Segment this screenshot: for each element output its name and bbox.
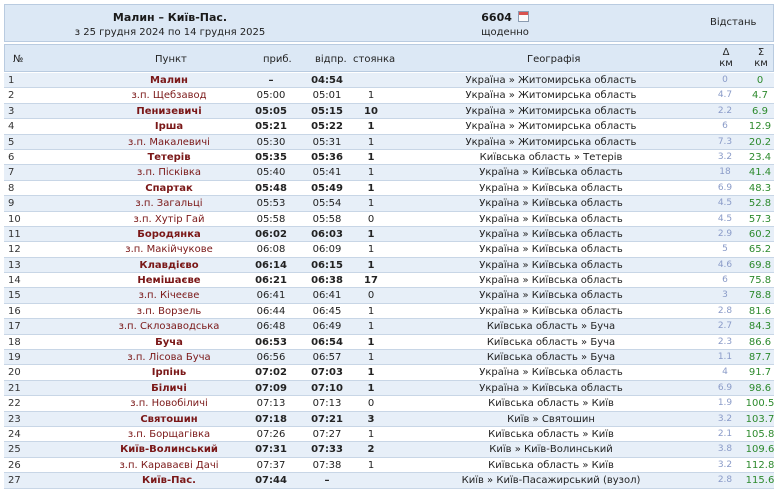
table-row [4, 288, 774, 303]
stop-name-link[interactable]: з.п. Новобіличі [130, 398, 208, 410]
departure-time: 06:38 [311, 275, 343, 287]
table-row [4, 396, 774, 411]
stay-minutes: 10 [364, 105, 378, 117]
total-distance: 105.8 [745, 428, 775, 440]
segment-distance: 3.2 [717, 151, 733, 162]
col-sigma-unit: км [754, 58, 768, 69]
stay-minutes: 1 [367, 459, 375, 471]
table-row [4, 227, 774, 242]
arrival-time: 05:21 [255, 121, 287, 133]
stay-minutes: 1 [367, 198, 375, 210]
geography: Україна » Київська область [479, 367, 623, 379]
table-row [4, 258, 774, 273]
total-distance: 60.2 [748, 228, 772, 240]
arrival-time: 07:18 [255, 413, 287, 425]
total-distance: 0 [756, 75, 764, 86]
route-info [5, 5, 335, 38]
arrival-time: 05:05 [255, 105, 287, 117]
stop-name-link[interactable]: Немішаєве [137, 275, 201, 287]
departure-time: 06:45 [312, 305, 342, 317]
departure-time: 07:33 [311, 444, 343, 456]
stop-name-link[interactable]: з.п. Кічеєве [138, 290, 200, 302]
table-row [4, 135, 774, 150]
stay-minutes: 1 [367, 352, 375, 364]
row-number: 11 [8, 228, 21, 240]
total-distance: 69.8 [748, 259, 772, 271]
segment-distance: 4.5 [717, 213, 733, 224]
row-number: 10 [8, 213, 21, 225]
stop-name-link[interactable]: з.п. Загальці [135, 198, 203, 210]
stay-minutes: 1 [367, 228, 375, 240]
col-delta [715, 47, 737, 69]
row-number: 17 [8, 321, 21, 333]
segment-distance: 2.9 [717, 228, 733, 239]
geography: Україна » Житомирська область [465, 136, 637, 148]
geography: Україна » Київська область [479, 382, 623, 394]
departure-time: 06:54 [311, 336, 343, 348]
arrival-time: 06:53 [255, 336, 287, 348]
arrival-time: 05:00 [256, 90, 286, 102]
departure-time: 05:54 [312, 198, 342, 210]
segment-distance: 3.2 [717, 413, 733, 424]
departure-time: 05:31 [312, 136, 342, 148]
stop-name-link[interactable]: Буча [155, 336, 183, 348]
arrival-time: 06:21 [255, 275, 287, 287]
total-distance: 100.5 [745, 398, 775, 410]
geography: Україна » Київська область [479, 259, 623, 271]
table-row [4, 196, 774, 211]
row-number: 2 [8, 90, 15, 102]
row-number: 21 [8, 382, 21, 394]
segment-distance: 4.6 [717, 259, 733, 270]
stay-minutes: 1 [367, 321, 375, 333]
departure-time: 05:36 [311, 151, 343, 163]
geography: Україна » Житомирська область [465, 105, 637, 117]
segment-distance: 18 [719, 167, 731, 178]
segment-distance: 4.7 [717, 90, 733, 101]
geography: Україна » Київська область [479, 167, 623, 179]
departure-time: 05:41 [312, 167, 342, 179]
departure-time: 06:03 [311, 228, 343, 240]
col-num: № [13, 54, 24, 65]
stop-name-link[interactable]: Малин [150, 75, 188, 86]
departure-time: 07:10 [311, 382, 343, 394]
geography: Київ » Київ-Волинський [489, 444, 613, 456]
arrival-time: – [268, 75, 274, 86]
stop-name-link[interactable]: Біличі [151, 382, 187, 394]
segment-distance: 6 [722, 275, 728, 286]
total-distance: 98.6 [748, 382, 772, 394]
geography: Київська область » Київ [488, 428, 614, 440]
departure-time: 07:13 [312, 398, 342, 410]
row-number: 23 [8, 413, 21, 425]
departure-time: 07:38 [312, 459, 342, 471]
geography: Україна » Київська область [479, 290, 623, 302]
segment-distance: 2.1 [717, 428, 733, 439]
row-number: 4 [8, 121, 15, 133]
segment-distance: 3.8 [717, 444, 733, 455]
table-row [4, 119, 774, 134]
segment-distance: 6.9 [717, 382, 733, 393]
geography: Київська область » Тетерів [479, 151, 623, 163]
departure-time: 06:41 [312, 290, 342, 302]
train-number[interactable]: 6604 [481, 11, 512, 24]
total-distance: 23.4 [748, 151, 772, 163]
total-distance: 109.6 [745, 444, 775, 456]
stop-name-link[interactable]: Тетерів [147, 151, 191, 163]
departure-time: 05:49 [311, 182, 343, 194]
total-distance: 20.2 [748, 136, 772, 148]
table-row [4, 365, 774, 380]
segment-distance: 4.5 [717, 198, 733, 209]
col-stay: стоянка [353, 54, 396, 65]
stay-minutes: 1 [367, 259, 375, 271]
distance-label: Відстань [710, 17, 757, 28]
arrival-time: 05:40 [256, 167, 286, 179]
total-distance: 75.8 [748, 275, 772, 287]
row-number: 16 [8, 305, 21, 317]
row-number: 6 [8, 151, 15, 163]
stay-minutes: 2 [367, 444, 375, 456]
geography: Україна » Київська область [479, 198, 623, 210]
row-number: 14 [8, 275, 21, 287]
departure-time: 05:22 [311, 121, 343, 133]
geography: Україна » Київська область [479, 213, 623, 225]
table-row [4, 458, 774, 473]
table-row [4, 335, 774, 350]
arrival-time: 07:44 [255, 475, 287, 487]
stop-name-link[interactable]: Бородянка [137, 228, 201, 240]
table-row [4, 319, 774, 334]
arrival-time: 07:37 [256, 459, 286, 471]
stop-name-link[interactable]: Пенизевичі [136, 105, 202, 117]
departure-time: 07:27 [312, 428, 342, 440]
arrival-time: 07:02 [255, 367, 287, 379]
row-number: 8 [8, 182, 15, 194]
row-number: 26 [8, 459, 21, 471]
row-number: 19 [8, 352, 21, 364]
table-row [4, 412, 774, 427]
column-headers [4, 44, 774, 72]
stay-minutes: 17 [364, 275, 378, 287]
table-row [4, 473, 774, 488]
stay-minutes: 1 [367, 305, 375, 317]
segment-distance: 7.3 [717, 136, 733, 147]
row-number: 13 [8, 259, 21, 271]
segment-distance: 2.3 [717, 336, 733, 347]
geography: Україна » Київська область [479, 275, 623, 287]
row-number: 15 [8, 290, 21, 302]
table-row [4, 273, 774, 288]
calendar-icon[interactable] [518, 11, 529, 22]
stay-minutes: 1 [367, 336, 375, 348]
col-geography: Географія [527, 54, 581, 65]
departure-time: 05:15 [311, 105, 343, 117]
departure-time: – [324, 475, 330, 487]
row-number: 1 [8, 75, 15, 86]
arrival-time: 05:35 [255, 151, 287, 163]
geography: Київ » Святошин [507, 413, 595, 425]
row-number: 25 [8, 444, 21, 456]
table-row [4, 150, 774, 165]
stay-minutes: 0 [367, 213, 375, 225]
arrival-time: 06:08 [256, 244, 286, 256]
train-schedule: щоденно [481, 27, 529, 38]
segment-distance: 5 [722, 244, 728, 255]
departure-time: 06:57 [312, 352, 342, 364]
stay-minutes: 0 [367, 290, 375, 302]
table-row [4, 73, 774, 88]
stay-minutes: 1 [367, 182, 375, 194]
stop-name-link[interactable]: Київ-Волинський [120, 444, 218, 456]
departure-time: 05:01 [312, 90, 342, 102]
stay-minutes: 1 [367, 367, 375, 379]
arrival-time: 07:26 [256, 428, 286, 440]
departure-time: 07:21 [311, 413, 343, 425]
departure-time: 06:49 [312, 321, 342, 333]
table-row [4, 242, 774, 257]
segment-distance: 4 [722, 367, 728, 378]
stop-name-link[interactable]: з.п. Щебзавод [131, 90, 207, 102]
total-distance: 78.8 [748, 290, 772, 302]
stay-minutes: 0 [367, 398, 375, 410]
stop-name-link[interactable]: з.п. Ворзель [136, 305, 202, 317]
total-distance: 103.7 [745, 413, 775, 425]
train-header [4, 4, 774, 42]
table-row [4, 212, 774, 227]
geography: Україна » Житомирська область [465, 90, 637, 102]
departure-time: 06:15 [311, 259, 343, 271]
stop-name-link[interactable]: з.п. Макійчукове [125, 244, 213, 256]
col-delta-symbol: Δ [722, 47, 730, 58]
departure-time: 04:54 [311, 75, 343, 86]
arrival-time: 05:58 [256, 213, 286, 225]
segment-distance: 1.1 [717, 352, 733, 363]
geography: Україна » Житомирська область [465, 75, 637, 86]
row-number: 24 [8, 428, 21, 440]
stop-name-link[interactable]: Ірша [154, 121, 184, 133]
arrival-time: 05:30 [256, 136, 286, 148]
geography: Київська область » Буча [486, 336, 616, 348]
stay-minutes: 1 [367, 382, 375, 394]
row-number: 22 [8, 398, 21, 410]
row-number: 27 [8, 475, 21, 487]
arrival-time: 07:13 [256, 398, 286, 410]
total-distance: 57.3 [748, 213, 772, 225]
row-number: 5 [8, 136, 15, 148]
table-row [4, 181, 774, 196]
stop-name-link[interactable]: Святошин [140, 413, 198, 425]
stay-minutes: 1 [367, 167, 375, 179]
geography: Україна » Київська область [479, 228, 623, 240]
segment-distance: 3.2 [717, 459, 733, 470]
col-sigma [750, 47, 772, 69]
stay-minutes: 1 [367, 151, 375, 163]
row-number: 7 [8, 167, 15, 179]
stay-minutes: 1 [367, 121, 375, 133]
stop-name-link[interactable]: Спартак [145, 182, 193, 194]
row-number: 12 [8, 244, 21, 256]
total-distance: 86.6 [748, 336, 772, 348]
stop-name-link[interactable]: з.п. Караваєві Дачі [119, 459, 219, 471]
geography: Україна » Київська область [479, 305, 623, 317]
table-row [4, 165, 774, 180]
schedule-table [4, 73, 774, 489]
arrival-time: 05:53 [256, 198, 286, 210]
total-distance: 112.8 [745, 459, 775, 471]
col-delta-unit: км [719, 58, 733, 69]
segment-distance: 0 [722, 75, 728, 85]
segment-distance: 2.8 [717, 305, 733, 316]
arrival-time: 05:48 [255, 182, 287, 194]
total-distance: 65.2 [748, 244, 772, 256]
arrival-time: 06:02 [255, 228, 287, 240]
stay-minutes: 1 [367, 136, 375, 148]
total-distance: 41.4 [748, 167, 772, 179]
table-row [4, 104, 774, 119]
stop-name-link[interactable]: з.п. Пісківка [136, 167, 202, 179]
arrival-time: 06:44 [256, 305, 286, 317]
geography: Київська область » Київ [488, 459, 614, 471]
total-distance: 4.7 [752, 90, 768, 102]
stop-name-link[interactable]: Клавдієво [139, 259, 199, 271]
geography: Київська область » Буча [486, 352, 616, 364]
arrival-time: 06:41 [256, 290, 286, 302]
table-row [4, 442, 774, 457]
geography: Київська область » Київ [488, 398, 614, 410]
route-period: з 25 грудня 2024 по 14 грудня 2025 [74, 27, 266, 38]
geography: Україна » Житомирська область [465, 121, 637, 133]
total-distance: 81.6 [748, 305, 772, 317]
segment-distance: 6.9 [717, 182, 733, 193]
segment-distance: 2.2 [717, 105, 733, 116]
arrival-time: 07:31 [255, 444, 287, 456]
geography: Україна » Київська область [479, 244, 623, 256]
row-number: 18 [8, 336, 21, 348]
total-distance: 91.7 [748, 367, 772, 379]
stay-minutes: 1 [367, 428, 375, 440]
total-distance: 52.8 [748, 198, 772, 210]
segment-distance: 6 [722, 121, 728, 132]
stay-minutes: 3 [367, 413, 375, 425]
col-sigma-symbol: Σ [757, 47, 765, 58]
departure-time: 07:03 [311, 367, 343, 379]
row-number: 9 [8, 198, 15, 210]
row-number: 20 [8, 367, 21, 379]
route-title[interactable]: Малин – Київ-Пас. [112, 11, 228, 24]
arrival-time: 06:14 [255, 259, 287, 271]
table-row [4, 88, 774, 103]
stay-minutes: 1 [367, 244, 375, 256]
arrival-time: 06:56 [256, 352, 286, 364]
col-stop: Пункт [155, 54, 187, 65]
geography: Київ » Київ-Пасажирський (вузол) [461, 475, 641, 487]
geography: Київська область » Буча [486, 321, 616, 333]
total-distance: 84.3 [748, 321, 772, 333]
col-arrival: приб. [263, 54, 292, 65]
stop-name-link[interactable]: з.п. Макалевичі [128, 136, 210, 148]
geography: Україна » Київська область [479, 182, 623, 194]
row-number: 3 [8, 105, 15, 117]
col-departure: відпр. [315, 54, 347, 65]
segment-distance: 2.7 [717, 321, 733, 332]
stop-name-link[interactable]: з.п. Хутір Гай [133, 213, 205, 225]
departure-time: 05:58 [312, 213, 342, 225]
stop-name-link[interactable]: з.п. Склозаводська [118, 321, 220, 333]
total-distance: 6.9 [752, 105, 768, 117]
table-row [4, 381, 774, 396]
segment-distance: 1.9 [717, 398, 733, 409]
table-row [4, 350, 774, 365]
stop-name-link[interactable]: з.п. Борщагівка [127, 428, 211, 440]
segment-distance: 3 [722, 290, 728, 301]
total-distance: 115.6 [745, 475, 775, 487]
stop-name-link[interactable]: Ірпінь [151, 367, 187, 379]
train-info [435, 5, 575, 38]
arrival-time: 07:09 [255, 382, 287, 394]
stop-name-link[interactable]: Київ-Пас. [142, 475, 196, 487]
table-row [4, 304, 774, 319]
stay-minutes: 1 [367, 90, 375, 102]
total-distance: 87.7 [748, 352, 772, 364]
segment-distance: 2.8 [717, 475, 733, 486]
table-row [4, 427, 774, 442]
departure-time: 06:09 [312, 244, 342, 256]
total-distance: 48.3 [748, 182, 772, 194]
arrival-time: 06:48 [256, 321, 286, 333]
stop-name-link[interactable]: з.п. Лісова Буча [127, 352, 211, 364]
total-distance: 12.9 [748, 121, 772, 133]
